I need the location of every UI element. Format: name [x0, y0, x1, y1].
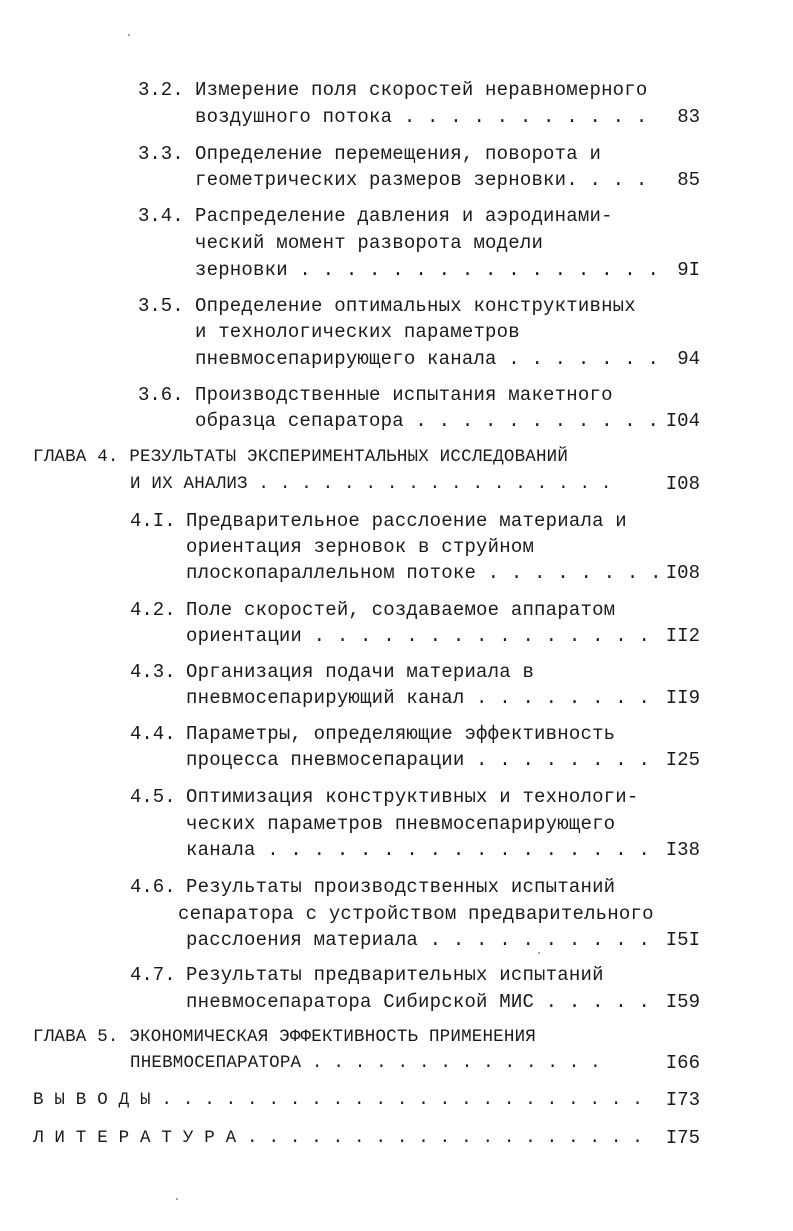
entry-title-line: и технологических параметров — [195, 321, 520, 343]
entry-title-line: сепаратора с устройством предварительного — [178, 903, 654, 925]
entry-title-line: Измерение поля скоростей неравномерного — [195, 79, 648, 101]
section-number: 4.5. — [130, 786, 176, 808]
entry-title-line: ческий момент разворота модели — [195, 232, 544, 254]
entry-title-line: Параметры, определяющие эффективность — [186, 723, 616, 745]
entry-title-line: ориентация зерновок в струйном — [186, 536, 535, 558]
page-number: II2 — [665, 625, 700, 647]
page-number: I5I — [665, 929, 700, 951]
page-number: I08 — [665, 473, 700, 495]
entry-title-line: пневмосепаратора Сибирской МИС . . . . . — [186, 991, 651, 1013]
entry-title-line: ческих параметров пневмосепарирующего — [186, 813, 616, 835]
conclusions-label: В Ы В О Д Ы . . . . . . . . . . . . . . . . . . . . . . . — [33, 1090, 643, 1110]
entry-title-line: Результаты производственных испытаний — [186, 876, 616, 898]
scan-speck — [128, 34, 130, 36]
page-number: 94 — [677, 348, 700, 370]
entry-title-line: Определение оптимальных конструктивных — [195, 295, 636, 317]
page-number: I08 — [665, 562, 700, 584]
section-number: 4.4. — [130, 723, 176, 745]
section-number: 4.7. — [130, 964, 176, 986]
page-number: 83 — [677, 106, 700, 128]
entry-title-line: Распределение давления и аэродинами- — [195, 205, 613, 227]
entry-title-line: плоскопараллельном потоке . . . . . . . . — [186, 562, 662, 584]
entry-title-line: Организация подачи материала в — [186, 661, 535, 683]
page-number: I73 — [665, 1089, 700, 1111]
entry-title-line: Производственные испытания макетного — [195, 384, 613, 406]
page-number: II9 — [665, 687, 700, 709]
page-number: 9I — [677, 259, 700, 281]
entry-title-line: образца сепаратора . . . . . . . . . . . — [195, 410, 660, 432]
section-number: 4.I. — [130, 510, 176, 532]
chapter-title-line: ГЛАВА 4. РЕЗУЛЬТАТЫ ЭКСПЕРИМЕНТАЛЬНЫХ ИССЛЕДОВАНИЙ — [33, 447, 569, 467]
entry-title-line: Результаты предварительных испытаний — [186, 964, 604, 986]
entry-title-line: пневмосепарирующего канала . . . . . . . — [195, 348, 660, 370]
entry-title-line: Оптимизация конструктивных и технологи- — [186, 786, 639, 808]
entry-title-line: канала . . . . . . . . . . . . . . . . . — [186, 839, 651, 861]
entry-title-line: Поле скоростей, создаваемое аппаратом — [186, 599, 616, 621]
section-number: 3.2. — [138, 79, 184, 101]
chapter-title-line: ПНЕВМОСЕПАРАТОРА . . . . . . . . . . . . . . — [130, 1053, 601, 1073]
entry-title-line: воздушного потока . . . . . . . . . . . — [195, 106, 648, 128]
entry-title-line: процесса пневмосепарации . . . . . . . . — [186, 749, 651, 771]
literature-label: Л И Т Е Р А Т У Р А . . . . . . . . . . . . . . . . . . . — [33, 1128, 643, 1148]
entry-title-line: Предварительное расслоение материала и — [186, 510, 627, 532]
page-number: I66 — [665, 1052, 700, 1074]
scan-speck — [176, 1198, 178, 1200]
page-number: I38 — [665, 839, 700, 861]
page-number: 85 — [677, 169, 700, 191]
entry-title-line: ориентации . . . . . . . . . . . . . . . — [186, 625, 651, 647]
section-number: 3.4. — [138, 205, 184, 227]
chapter-title-line: ГЛАВА 5. ЭКОНОМИЧЕСКАЯ ЭФФЕКТИВНОСТЬ ПРИМЕНЕНИЯ — [33, 1027, 536, 1047]
entry-title-line: зерновки . . . . . . . . . . . . . . . . — [195, 259, 660, 281]
entry-title-line: Определение перемещения, поворота и — [195, 143, 602, 165]
section-number: 4.6. — [130, 876, 176, 898]
entry-title-line: расслоения материала . . . . . . . . . . — [186, 929, 651, 951]
entry-title-line: геометрических размеров зерновки. . . . — [195, 169, 648, 191]
entry-title-line: пневмосепарирующий канал . . . . . . . . — [186, 687, 651, 709]
section-number: 4.3. — [130, 661, 176, 683]
chapter-title-line: И ИХ АНАЛИЗ . . . . . . . . . . . . . . . . . — [130, 474, 612, 494]
page-number: I75 — [665, 1127, 700, 1149]
page-number: I04 — [665, 410, 700, 432]
section-number: 3.3. — [138, 143, 184, 165]
section-number: 3.6. — [138, 384, 184, 406]
section-number: 4.2. — [130, 599, 176, 621]
page-number: I59 — [665, 991, 700, 1013]
section-number: 3.5. — [138, 295, 184, 317]
page-number: I25 — [665, 749, 700, 771]
scan-speck — [538, 952, 540, 954]
